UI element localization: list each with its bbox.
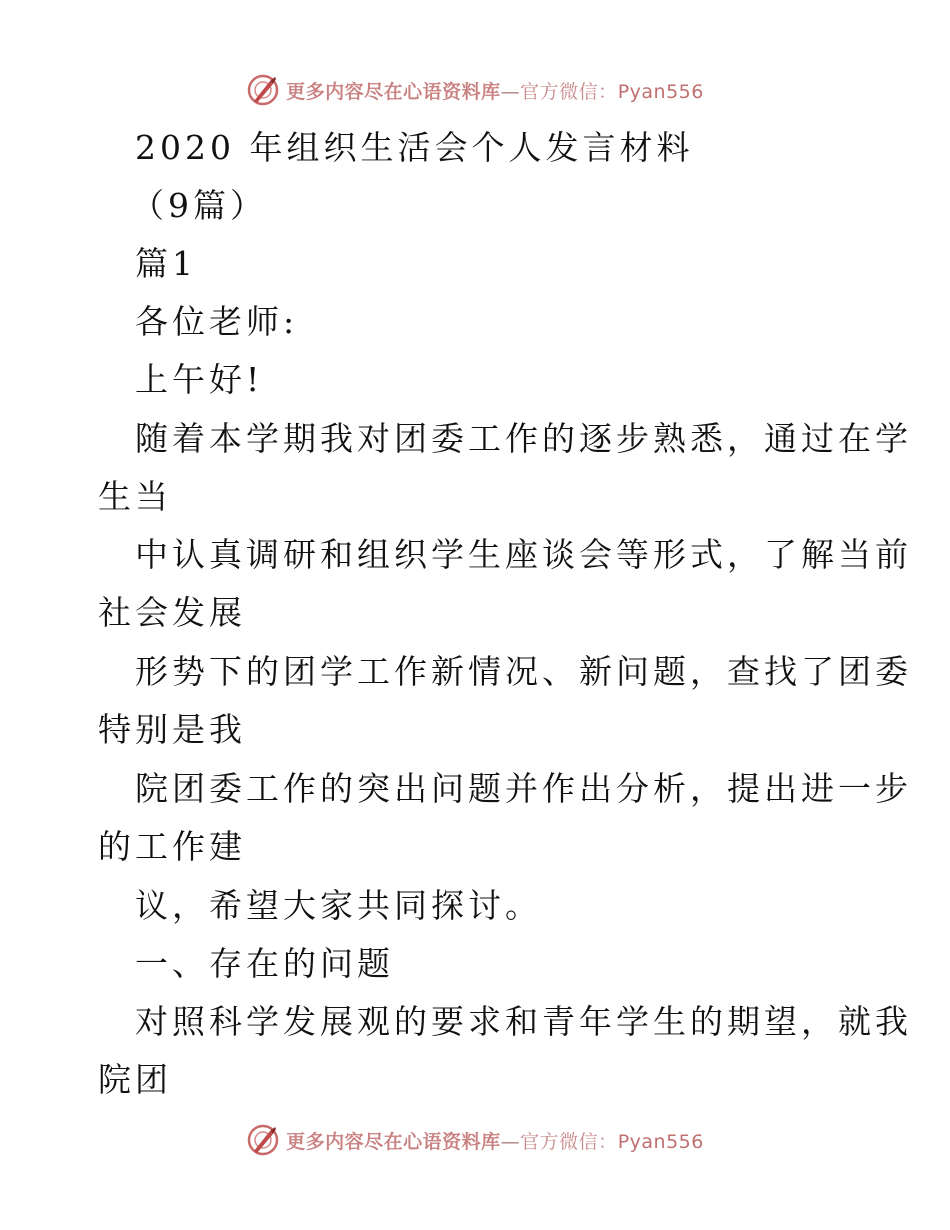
paragraph-line: 院团 — [98, 1060, 172, 1099]
paragraph-line: 生当 — [98, 477, 172, 516]
watermark-wechat-label: 官方微信： — [520, 80, 618, 103]
watermark-wechat-id: Pyan556 — [617, 80, 704, 103]
document-subtitle: （9篇） — [131, 186, 267, 225]
watermark-separator: — — [500, 1130, 521, 1153]
greeting: 上午好! — [135, 360, 264, 399]
paragraph-line: 特别是我 — [98, 710, 246, 749]
section-heading: 一、存在的问题 — [135, 944, 394, 983]
section-heading: 篇1 — [135, 244, 197, 283]
paragraph-line: 议，希望大家共同探讨。 — [135, 886, 542, 925]
paragraph-line: 形势下的团学工作新情况、新问题，查找了团委 — [135, 652, 912, 691]
quill-seal-icon — [246, 1123, 280, 1157]
paragraph-line: 院团委工作的突出问题并作出分析，提出进一步 — [135, 769, 912, 808]
watermark-main: 更多内容尽在心语资料库 — [286, 80, 501, 103]
watermark-wechat-label: 官方微信： — [520, 1130, 618, 1153]
watermark-text — [286, 1127, 704, 1154]
footer-watermark-banner — [0, 1120, 950, 1160]
watermark-wechat-id: Pyan556 — [617, 1130, 704, 1153]
paragraph-line: 中认真调研和组织学生座谈会等形式，了解当前 — [135, 535, 912, 574]
paragraph-line: 的工作建 — [98, 827, 246, 866]
paragraph-line: 对照科学发展观的要求和青年学生的期望，就我 — [135, 1002, 912, 1041]
paragraph-line: 随着本学期我对团委工作的逐步熟悉，通过在学 — [135, 419, 912, 458]
salutation: 各位老师: — [135, 302, 299, 341]
watermark-main: 更多内容尽在心语资料库 — [286, 1130, 501, 1153]
watermark-separator: — — [500, 80, 521, 103]
paragraph-line: 社会发展 — [98, 593, 246, 632]
document-title: 2020 年组织生活会个人发言材料 — [135, 128, 694, 167]
